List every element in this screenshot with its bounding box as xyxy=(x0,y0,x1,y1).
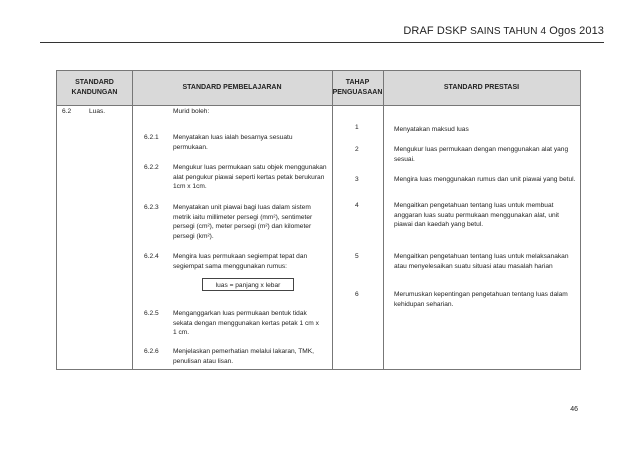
tahap-level: 5 xyxy=(355,253,359,260)
col-divider-3 xyxy=(383,71,384,369)
pembelajaran-code: 6.2.1 xyxy=(144,134,159,141)
page-number: 46 xyxy=(570,406,578,413)
page-header xyxy=(0,25,604,37)
tahap-level: 2 xyxy=(355,146,359,153)
pembelajaran-code: 6.2.2 xyxy=(144,164,159,171)
area-formula: luas = panjang x lebar xyxy=(202,278,294,291)
prestasi-text: Mengira luas menggunakan rumus dan unit piawai yang betul. xyxy=(394,176,576,183)
pembelajaran-text: Menganggarkan luas permukaan bentuk tidak sekata dengan menggunakan kertas petak 1 cm x 1 cm. xyxy=(173,310,319,336)
header-subject: SAINS TAHUN 4 xyxy=(470,26,547,37)
header-standard-pembelajaran: STANDARD PEMBELAJARAN xyxy=(182,84,282,92)
header-standard-prestasi: STANDARD PRESTASI xyxy=(443,84,520,92)
prestasi-text: Menyatakan maksud luas xyxy=(394,126,469,133)
standards-table xyxy=(56,70,581,370)
tahap-level: 4 xyxy=(355,202,359,209)
pembelajaran-code: 6.2.3 xyxy=(144,204,159,211)
col-divider-1 xyxy=(132,71,133,369)
header-rule xyxy=(40,42,604,43)
tahap-level: 6 xyxy=(355,291,359,298)
table-header-row xyxy=(57,71,580,106)
pembelajaran-code: 6.2.5 xyxy=(144,310,159,317)
pembelajaran-text: Menyatakan luas ialah besarnya sesuatu permukaan. xyxy=(173,134,293,151)
prestasi-text: Mengaitkan pengetahuan tentang luas untuk membuat anggaran luas suatu permukaan menggunakan alat, unit piawai dan kaedah yang betul. xyxy=(394,202,559,228)
header-date: Ogos 2013 xyxy=(549,25,604,37)
pembelajaran-code: 6.2.6 xyxy=(144,348,159,355)
pembelajaran-intro: Murid boleh: xyxy=(173,108,210,115)
tahap-level: 3 xyxy=(355,176,359,183)
kandungan-title: Luas. xyxy=(89,108,106,115)
prestasi-text: Mengaitkan pengetahuan tentang luas untuk melaksanakan atau menyelesaikan suatu situasi atau masalah harian xyxy=(394,253,569,270)
prestasi-text: Mengukur luas permukaan dengan menggunakan alat yang sesuai. xyxy=(394,146,569,163)
kandungan-number: 6.2 xyxy=(62,108,72,115)
prestasi-text: Merumuskan kepentingan pengetahuan tentang luas dalam kehidupan seharian. xyxy=(394,291,568,308)
col-divider-2 xyxy=(332,71,333,369)
pembelajaran-text: Mengukur luas permukaan satu objek menggunakan alat pengukur piawai seperti kertas petak berukuran 1cm x 1cm. xyxy=(173,164,327,190)
header-draft: DRAF DSKP xyxy=(403,25,468,37)
pembelajaran-code: 6.2.4 xyxy=(144,253,159,260)
pembelajaran-text: Menyatakan unit piawai bagi luas dalam sistem metrik iaitu millimeter persegi (mm²), sentimeter persegi (cm²), meter persegi (m²) dan kilometer persegi (km²). xyxy=(173,204,313,240)
tahap-level: 1 xyxy=(355,124,359,131)
pembelajaran-text: Mengira luas permukaan segiempat tepat dan segiempat sama menggunakan rumus: xyxy=(173,253,308,270)
header-tahap-penguasaan: TAHAP PENGUASAAN xyxy=(332,79,383,96)
header-standard-kandungan: STANDARD KANDUNGAN xyxy=(71,79,118,96)
pembelajaran-text: Menjelaskan pemerhatian melalui lakaran, TMK, penulisan atau lisan. xyxy=(173,348,314,365)
